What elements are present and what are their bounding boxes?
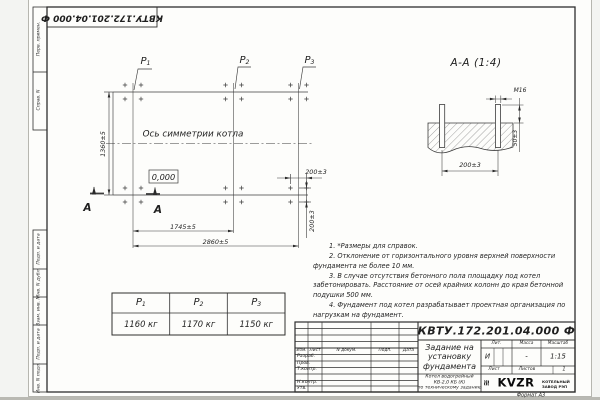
tb-col-ndokum: N докум. xyxy=(336,348,357,354)
margin-field-vzam-inv-n: Взам. инв. N xyxy=(36,296,42,326)
tb-sheets-label: Листов xyxy=(518,366,536,372)
format-note: Формат А3 xyxy=(516,392,546,398)
dim-span-1745: 1745±5 xyxy=(170,222,196,231)
load-label-p1: P1 xyxy=(140,55,151,67)
cut-letter-a-left: А xyxy=(83,201,92,214)
dim-bolt-y-200: 200±3 xyxy=(307,210,316,232)
thread-label-m16: М16 xyxy=(513,86,527,94)
tb-product-line3: по техническому заданию xyxy=(417,385,482,391)
tb-designation: КВТУ.172.201.04.000 Ф xyxy=(417,324,576,338)
tb-sheets-value: 1 xyxy=(562,366,566,373)
tb-doc-title-line1: Задание на xyxy=(425,342,474,352)
tb-product-line2: КВ-2,0 КБ (К) xyxy=(433,380,466,386)
elevation-mark: 0,000 xyxy=(151,171,176,182)
load-label-p2: P2 xyxy=(239,54,250,66)
load-label-p3: P3 xyxy=(304,54,315,66)
cut-letter-a-right: А xyxy=(153,203,163,216)
load-table-header-p3: P3 xyxy=(251,296,262,308)
symmetry-axis-label: Ось симметрии котла xyxy=(142,129,244,140)
note-item: 4. Фундамент под котел разрабатывает проектная организация по нагрузкам на фундамент. xyxy=(313,301,566,319)
notes-block xyxy=(313,242,567,321)
margin-field-inv-n-podl: Инв. N подл. xyxy=(36,362,42,394)
tb-col-list: Лист xyxy=(309,348,321,354)
load-table-header-p1: P1 xyxy=(135,296,146,308)
tb-scale-value: 1:15 xyxy=(550,352,566,361)
dim-bolt-x-200: 200±3 xyxy=(305,167,327,176)
margin-field-inv-n-dubl: Инв. N дубл. xyxy=(36,267,42,299)
dim-span-2860: 2860±5 xyxy=(202,237,229,246)
tb-col-podp: Подп. xyxy=(378,348,392,354)
plan-view-lines xyxy=(90,67,322,248)
tb-row-razrab: Разраб. xyxy=(297,354,316,360)
tb-doc-title-line2: установку xyxy=(427,352,472,361)
tb-doc-title-line3: фундамента xyxy=(423,361,476,371)
margin-field-podp-data-2: Подп. и дата xyxy=(36,328,42,360)
tb-mass-value: - xyxy=(525,352,528,361)
tb-sheet-label: Лист xyxy=(488,366,500,372)
kvzr-logo-text: KVZR xyxy=(497,375,535,390)
section-title: А-А (1:4) xyxy=(450,56,502,69)
kvzr-spring-icon: ≋ xyxy=(482,379,491,387)
tb-col-data: Дата xyxy=(402,348,415,354)
note-item: 1. *Размеры для справок. xyxy=(329,242,418,250)
margin-field-perv-primen: Перв. примен. xyxy=(36,21,42,57)
dim-height-1360: 1360±5 xyxy=(98,130,107,157)
tb-product-line1: Котел водогрейный xyxy=(425,374,474,380)
tb-col-izm: Изм. xyxy=(296,348,307,354)
margin-field-podp-data-1: Подп. и дата xyxy=(36,233,42,265)
kvzr-logo-subline1: КОТЕЛЬНЫЙ xyxy=(542,378,570,384)
tb-row-prov: Пров. xyxy=(297,360,311,366)
dim-bolt-spacing-200: 200±3 xyxy=(459,160,481,169)
dim-protrusion-50: 50±3 xyxy=(511,129,519,146)
load-table-value-p2: 1170 кг xyxy=(181,318,216,329)
tb-row-nkontr: Н.контр. xyxy=(297,380,318,386)
tb-row-utv: Утв. xyxy=(297,386,307,391)
tb-lit-value: И xyxy=(484,352,491,361)
tb-mass-header: Масса xyxy=(519,340,534,346)
note-item: 2. Отклонение от горизонтального уровня верхней поверхности фундамента не более 10 мм. xyxy=(313,252,556,270)
margin-field-sprav-n: Справ. N xyxy=(36,89,42,111)
note-item: 3. В случае отсутствия бетонного пола площадку под котел забетонировать. Расстояние от осей крайних колонн до края бетонной подушки 500 мм. xyxy=(313,272,564,299)
kvzr-logo-subline2: ЗАВОД РЭП xyxy=(542,383,568,389)
load-table-header-p2: P2 xyxy=(193,296,204,308)
tb-scale-header: Масштаб xyxy=(547,340,569,346)
tb-lit-header: Лит. xyxy=(491,340,502,346)
designation-stamp-flipped: КВТУ.172.201.04.000 Ф xyxy=(41,12,163,23)
load-table-value-p3: 1150 кг xyxy=(239,318,273,329)
tb-row-tkontr: Т.контр. xyxy=(297,367,317,373)
load-table-value-p1: 1160 кг xyxy=(124,318,158,329)
